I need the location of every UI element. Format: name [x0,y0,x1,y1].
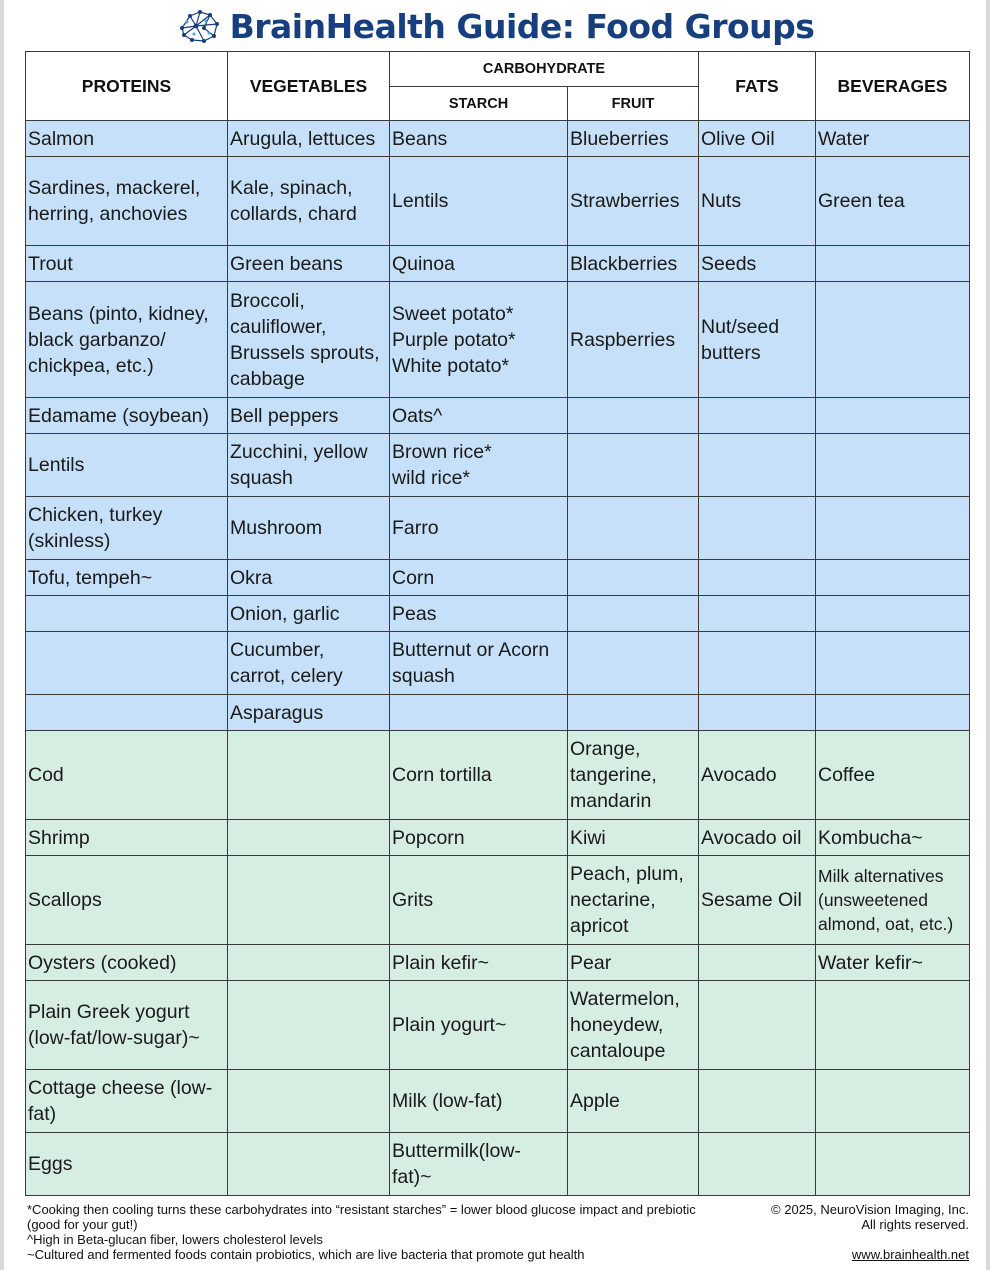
cell-beverages: Water kefir~ [816,945,970,981]
cell-fats: Sesame Oil [699,856,816,945]
cell-fats [699,1070,816,1133]
left-border [0,0,4,1270]
cell-fats: Avocado oil [699,820,816,856]
cell-vegetables: Green beans [228,246,390,282]
cell-starch: Beans [390,121,568,157]
cell-proteins: Sardines, mackerel, herring, anchovies [26,157,228,246]
cell-proteins: Cod [26,731,228,820]
cell-starch: Lentils [390,157,568,246]
cell-beverages [816,398,970,434]
cell-fruit [568,1133,699,1196]
cell-fruit [568,695,699,731]
cell-vegetables [228,1133,390,1196]
cell-starch: Plain yogurt~ [390,981,568,1070]
cell-starch: Quinoa [390,246,568,282]
cell-vegetables: Bell peppers [228,398,390,434]
cell-vegetables: Kale, spinach, collards, chard [228,157,390,246]
header-vegetables: VEGETABLES [228,52,390,121]
cell-fats [699,695,816,731]
cell-beverages [816,1133,970,1196]
cell-starch: Brown rice* wild rice* [390,434,568,497]
cell-beverages [816,434,970,497]
brain-network-logo-icon [176,6,222,46]
cell-proteins: Cottage cheese (low- fat) [26,1070,228,1133]
cell-starch: Butternut or Acorn squash [390,632,568,695]
cell-vegetables: Mushroom [228,497,390,560]
cell-proteins: Plain Greek yogurt (low-fat/low-sugar)~ [26,981,228,1070]
cell-vegetables [228,856,390,945]
cell-proteins: Shrimp [26,820,228,856]
table-row [26,497,970,560]
cell-fruit [568,398,699,434]
cell-vegetables: Asparagus [228,695,390,731]
cell-beverages [816,246,970,282]
cell-fruit: Peach, plum, nectarine, apricot [568,856,699,945]
header-fats: FATS [699,52,816,121]
cell-fats: Avocado [699,731,816,820]
cell-starch [390,695,568,731]
cell-fruit [568,632,699,695]
cell-starch: Oats^ [390,398,568,434]
cell-proteins: Scallops [26,856,228,945]
cell-beverages [816,560,970,596]
cell-fats [699,945,816,981]
cell-fats [699,497,816,560]
cell-fruit [568,596,699,632]
copyright: © 2025, NeuroVision Imaging, Inc. [771,1202,969,1217]
cell-proteins: Tofu, tempeh~ [26,560,228,596]
header-beverages: BEVERAGES [816,52,970,121]
header-starch: STARCH [390,87,568,121]
cell-fruit: Strawberries [568,157,699,246]
table-row [26,560,970,596]
cell-fats [699,981,816,1070]
footnotes [27,1202,707,1262]
cell-fruit: Blueberries [568,121,699,157]
cell-beverages [816,596,970,632]
table-row [26,434,970,497]
cell-vegetables [228,731,390,820]
cell-fruit: Pear [568,945,699,981]
table-row [26,1070,970,1133]
page-title: BrainHealth Guide: Food Groups [229,6,815,46]
footnote-resistant-starch: *Cooking then cooling turns these carbohydrates into “resistant starches” = lower blood glucose impact and prebiotic (good for your gut!) [27,1202,696,1232]
table-row [26,945,970,981]
footnote-beta-glucan: ^High in Beta-glucan fiber, lowers cholesterol levels [27,1232,323,1247]
table-row [26,820,970,856]
right-border [986,0,990,1270]
cell-beverages [816,1070,970,1133]
table-row [26,695,970,731]
cell-starch: Buttermilk(low- fat)~ [390,1133,568,1196]
table-row [26,632,970,695]
cell-fruit: Blackberries [568,246,699,282]
cell-vegetables [228,945,390,981]
cell-proteins [26,596,228,632]
cell-proteins: Trout [26,246,228,282]
cell-vegetables: Broccoli, cauliflower, Brussels sprouts, cabbage [228,282,390,398]
table-body [26,121,970,1196]
copyright-block [709,1202,969,1232]
cell-fats [699,560,816,596]
cell-starch: Milk (low-fat) [390,1070,568,1133]
header-carbohydrate: CARBOHYDRATE [390,52,699,87]
cell-fats: Nut/seed butters [699,282,816,398]
cell-fruit: Raspberries [568,282,699,398]
cell-starch: Plain kefir~ [390,945,568,981]
table-row [26,856,970,945]
cell-beverages: Water [816,121,970,157]
cell-vegetables: Cucumber, carrot, celery [228,632,390,695]
cell-starch: Corn [390,560,568,596]
cell-vegetables: Okra [228,560,390,596]
table-row [26,121,970,157]
cell-fruit [568,434,699,497]
cell-fats [699,1133,816,1196]
cell-fats: Olive Oil [699,121,816,157]
cell-proteins: Oysters (cooked) [26,945,228,981]
cell-beverages [816,282,970,398]
cell-starch: Peas [390,596,568,632]
cell-vegetables: Arugula, lettuces [228,121,390,157]
cell-vegetables [228,1070,390,1133]
cell-fats: Seeds [699,246,816,282]
cell-proteins: Beans (pinto, kidney, black garbanzo/ chickpea, etc.) [26,282,228,398]
header [0,4,990,48]
cell-vegetables [228,820,390,856]
table-row [26,157,970,246]
cell-starch: Corn tortilla [390,731,568,820]
cell-starch: Sweet potato* Purple potato* White potato* [390,282,568,398]
cell-vegetables [228,981,390,1070]
table-row [26,981,970,1070]
cell-fruit: Apple [568,1070,699,1133]
cell-fruit [568,560,699,596]
table-row [26,596,970,632]
footnote-probiotics: ~Cultured and fermented foods contain probiotics, which are live bacteria that promote gut health [27,1247,585,1262]
cell-fruit: Orange, tangerine, mandarin [568,731,699,820]
website-link[interactable]: www.brainhealth.net [851,1247,969,1262]
cell-vegetables: Onion, garlic [228,596,390,632]
table-row [26,1133,970,1196]
cell-fruit: Watermelon, honeydew, cantaloupe [568,981,699,1070]
cell-fats: Nuts [699,157,816,246]
cell-proteins: Edamame (soybean) [26,398,228,434]
cell-starch: Popcorn [390,820,568,856]
cell-proteins: Lentils [26,434,228,497]
cell-proteins: Chicken, turkey (skinless) [26,497,228,560]
cell-vegetables: Zucchini, yellow squash [228,434,390,497]
cell-beverages: Green tea [816,157,970,246]
cell-fruit: Kiwi [568,820,699,856]
cell-beverages: Kombucha~ [816,820,970,856]
cell-proteins [26,695,228,731]
cell-beverages [816,981,970,1070]
header-fruit: FRUIT [568,87,699,121]
cell-beverages: Coffee [816,731,970,820]
cell-fruit [568,497,699,560]
table-row [26,282,970,398]
cell-fats [699,398,816,434]
cell-beverages: Milk alternatives (unsweetened almond, oat, etc.) [816,856,970,945]
cell-proteins: Eggs [26,1133,228,1196]
table-row [26,731,970,820]
cell-fats [699,434,816,497]
cell-starch: Grits [390,856,568,945]
cell-beverages [816,497,970,560]
table-row [26,398,970,434]
rights-reserved: All rights reserved. [861,1217,969,1232]
food-groups-table [25,51,970,1196]
cell-starch: Farro [390,497,568,560]
cell-proteins [26,632,228,695]
cell-beverages [816,632,970,695]
cell-fats [699,632,816,695]
header-proteins: PROTEINS [26,52,228,121]
cell-beverages [816,695,970,731]
cell-fats [699,596,816,632]
cell-proteins: Salmon [26,121,228,157]
table-row [26,246,970,282]
